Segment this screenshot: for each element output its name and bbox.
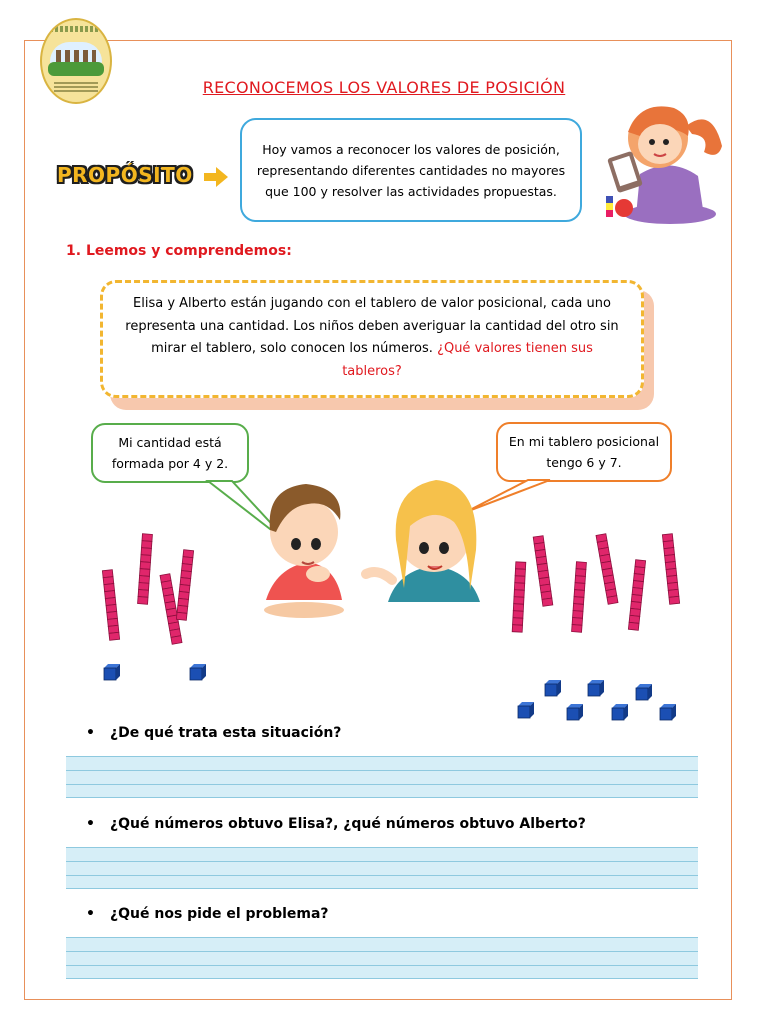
story-text: Elisa y Alberto están jugando con el tablero de valor posicional, cada uno representa una cantidad. Los niños deben averiguar la cantidad del otro sin mirar el tablero, solo conocen los números.: [125, 296, 619, 356]
question-3: [86, 906, 329, 922]
section-title: Leemos y comprendemos:: [85, 243, 292, 259]
question-2-text: ¿Qué números obtuvo Elisa?, ¿qué números obtuvo Alberto?: [110, 816, 586, 832]
girl-speech-bubble: [496, 422, 672, 482]
purpose-text: Hoy vamos a reconocer los valores de posición, representando diferentes cantidades no mayores que 100 y resolver las actividades propuestas.: [256, 141, 566, 199]
boy-speech-text: Mi cantidad está formada por 4 y 2.: [111, 435, 229, 471]
page-title: RECONOCEMOS LOS VALORES DE POSICIÓN: [202, 78, 566, 97]
question-3-text: ¿Qué nos pide el problema?: [110, 906, 329, 922]
arrow-right-icon: [204, 167, 228, 187]
story-box: [100, 280, 644, 398]
section-heading: [66, 243, 292, 259]
question-1: [86, 725, 341, 741]
section-number: 1.: [66, 243, 82, 259]
answer-lines-1[interactable]: [66, 756, 698, 798]
children-illustration: [258, 470, 498, 620]
story-question: ¿Qué valores tienen sus tableros?: [342, 341, 593, 379]
girl-speech-text: En mi tablero posicional tengo 6 y 7.: [508, 434, 660, 470]
proposito-label: PROPÓSITO: [57, 163, 193, 187]
boy-speech-bubble: [91, 423, 249, 483]
question-1-text: ¿De qué trata esta situación?: [110, 725, 342, 741]
question-2: [86, 816, 586, 832]
girl-reading-illustration: [600, 96, 732, 226]
answer-lines-3[interactable]: [66, 937, 698, 979]
answer-lines-2[interactable]: [66, 847, 698, 889]
purpose-box: [240, 118, 582, 222]
